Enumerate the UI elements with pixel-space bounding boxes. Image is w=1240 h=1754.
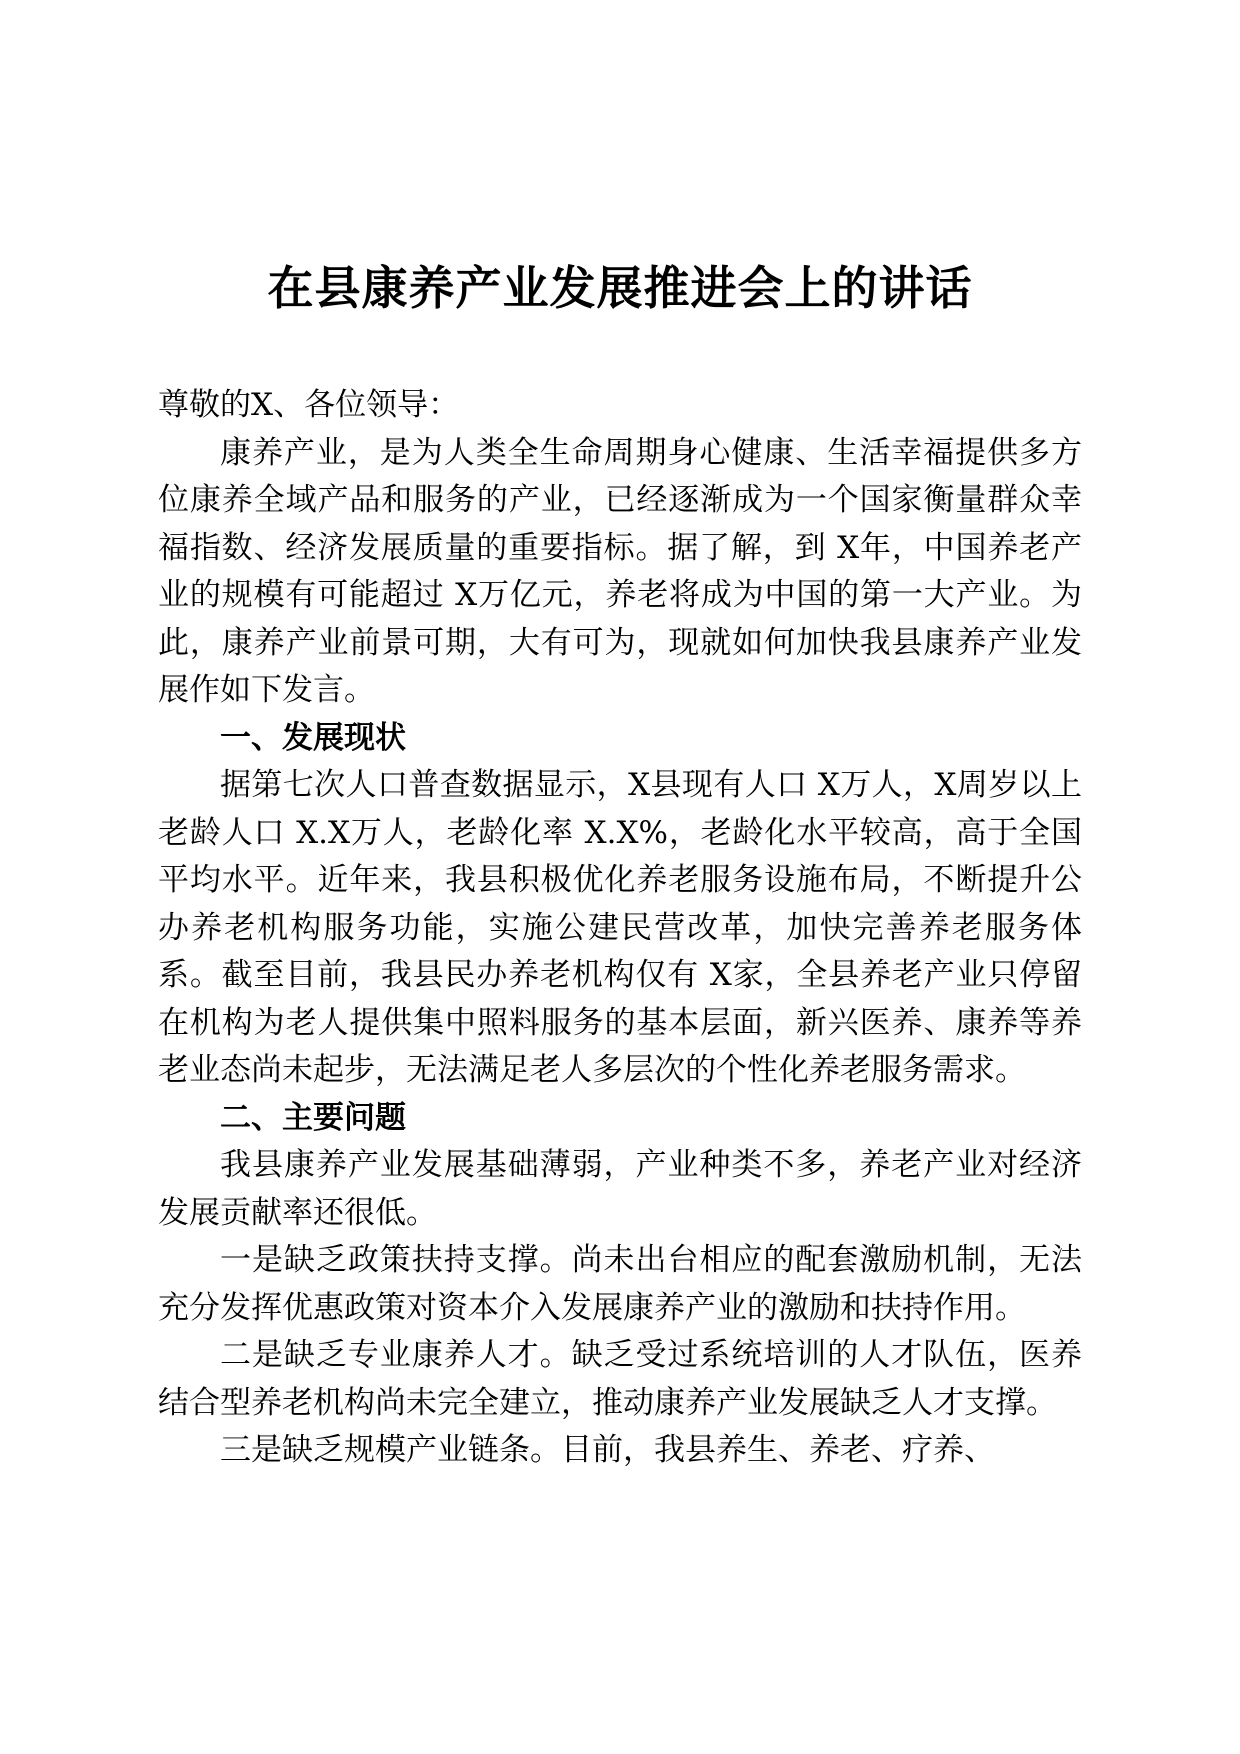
problem-talent-paragraph: 二是缺乏专业康养人才。缺乏受过系统培训的人才队伍，医养结合型养老机构尚未完全建立，推动康养产业发展缺乏人才支撑。	[158, 1337, 1082, 1421]
problems-paragraph: 我县康养产业发展基础薄弱，产业种类不多，养老产业对经济发展贡献率还很低。	[158, 1147, 1082, 1231]
salutation: 尊敬的X、各位领导：	[158, 387, 460, 423]
section-heading-status: 一、发展现状	[220, 719, 406, 756]
problem-chain-paragraph: 三是缺乏规模产业链条。目前，我县养生、养老、疗养、	[220, 1432, 995, 1468]
document-title: 在县康养产业发展推进会上的讲话	[267, 261, 973, 315]
document-body	[158, 382, 1082, 1475]
status-paragraph: 据第七次人口普查数据显示，X县现有人口 X万人，X周岁以上老龄人口 X.X万人，老龄化率 X.X%，老龄化水平较高，高于全国平均水平。近年来，我县积极优化养老服务设施布局，不断提升公办养老机构服务功能，实施公建民营改革，加快完善养老服务体系。截至目前，我县民办养老机构仅有 X家，全县养老产业只停留在机构为老人提供集中照料服务的基本层面，新兴医养、康养等养老业态尚未起步，无法满足老人多层次的个性化养老服务需求。	[158, 767, 1082, 1088]
section-heading-problems: 二、主要问题	[220, 1099, 406, 1136]
problem-policy-paragraph: 一是缺乏政策扶持支撑。尚未出台相应的配套激励机制，无法充分发挥优惠政策对资本介入发展康养产业的激励和扶持作用。	[158, 1242, 1082, 1326]
intro-paragraph: 康养产业，是为人类全生命周期身心健康、生活幸福提供多方位康养全域产品和服务的产业，已经逐渐成为一个国家衡量群众幸福指数、经济发展质量的重要指标。据了解，到 X年，中国养老产业的规模有可能超过 X万亿元，养老将成为中国的第一大产业。为此，康养产业前景可期，大有可为，现就如何加快我县康养产业发展作如下发言。	[158, 434, 1082, 708]
